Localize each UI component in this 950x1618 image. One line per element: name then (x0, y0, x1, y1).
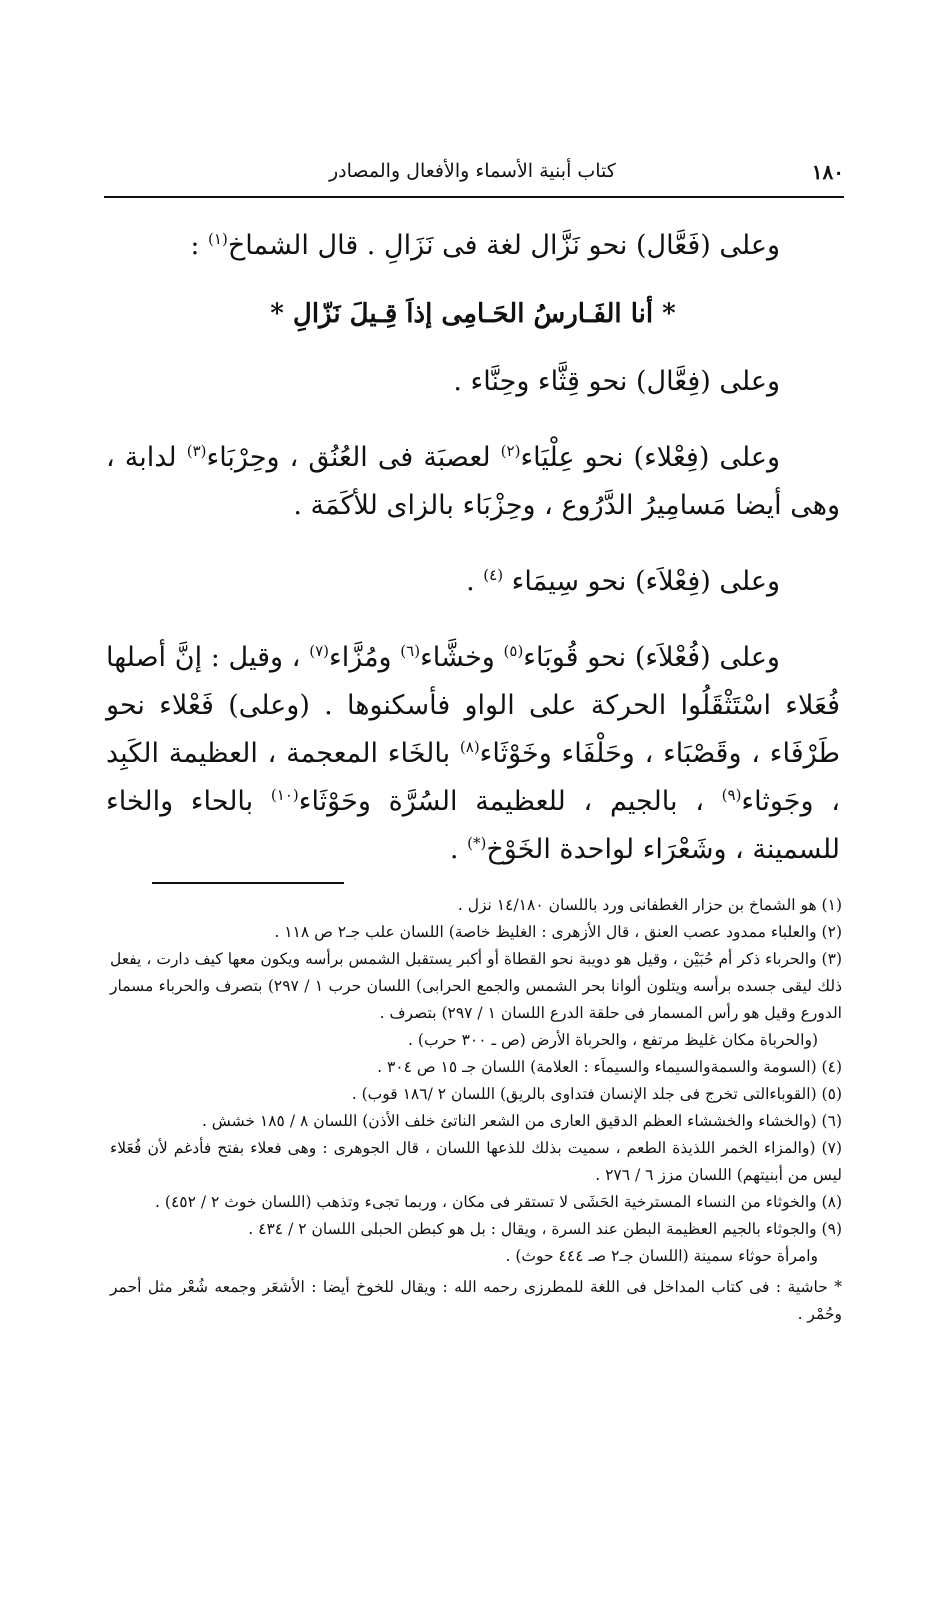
footnotes (110, 892, 842, 1328)
footnote-ref-5: (٥) (503, 642, 524, 660)
footnote-star-margin-note: * حاشية : فى كتاب المداخل فى اللغة للمطرزى رحمه الله : ويقال للخوخ أيضا : الأشعَر وجمعه شُعْر مثل أحمر وحُمْر . (110, 1278, 842, 1323)
poetry-verse: * أنا الفَـارسُ الحَـامِى إذاَ قِـيلَ نَزّالِ * (270, 299, 676, 329)
footnote-1: (١) هو الشماخ بن حزار الغطفانى ورد باللسان ١٤/١٨٠ نزل . (457, 896, 842, 914)
footnote-3: (٣) والحرباء ذكر أم حُبَيْن ، وقيل هو دويبة نحو القطاة أو أكبر يستقبل الشمس برأسه ويكون معها كيف دارت ، يفعل ذلك ليقى جسده برأسه ويتلون ألوانا بحر الشمس والجمع الحرابى) اللسان حرب ١ / ٢٩٧) بتصرف والحرباء مسمار الدورع وقيل هو رأس المسمار فى حلقة الدرع اللسان ١ / ٢٩٧) بتصرف . (110, 950, 842, 1022)
footnote-ref-3: (٣) (186, 442, 207, 460)
paragraph-fiaal: وعلى (فِعَّال) نحو قِثَّاء وحِنَّاء . (453, 366, 780, 397)
footnote-6: (٦) (والخشاء والخششاء العظم الدقيق العارى من الشعر الناتئ خلف الأذن) اللسان ٨ / ١٨٥ خشش . (201, 1112, 842, 1130)
footnote-ref-6: (٦) (400, 642, 421, 660)
page-header (104, 160, 844, 194)
footnote-ref-10: (١٠) (270, 786, 299, 804)
footnote-ref-1: (١) (208, 230, 228, 248)
running-title: كتاب أبنية الأسماء والأفعال والمصادر (329, 160, 616, 182)
page-number: ١٨٠ (811, 160, 844, 184)
footnote-5: (٥) (القوباءالتى تخرج فى جلد الإنسان فتداوى بالريق) اللسان ٢ /١٨٦ قوب) . (351, 1085, 842, 1103)
header-rule (104, 196, 844, 198)
footnote-ref-star: (*) (467, 834, 487, 852)
footnote-ref-8: (٨) (459, 738, 480, 756)
paragraph-faaal: وعلى (فَعَّال) نحو نَزَّال لغة فى نَزَالِ . قال الشماخ$^{(١)}$ : (190, 230, 780, 261)
footnote-4: (٤) (السومة والسمةوالسيماء والسيماَء : العلامة) اللسان جـ ١٥ ص ٣٠٤ . (377, 1058, 842, 1076)
paragraph-filaa: وعلى (فِعْلاء) نحو عِلْيَاء$^{(٢)}$ لعصبَة فى العُنُق ، وحِرْبَاء$^{(٣)}$ لدابة ، وهى أيضا مَسامِيرُ الدَّرُوع ، وحِزْبَاء بالزاى للأكَمَة . (106, 442, 840, 521)
footnote-ref-2: (٢) (500, 442, 521, 460)
paragraph-fulaa: وعلى (فُعْلاَء) نحو قُوبَاء$^{(٥)}$ وخشَّاء$^{(٦)}$ ومُزَّاء$^{(٧)}$ ، وقيل : إنَّ أصلها فُعَلاء اسْتَثْقَلُوا الحركة على الواو فأسكنوها . (وعلى) فَعْلاء نحو طَرْفَاء ، وقَصْبَاء ، وحَلْفَاء وخَوْثَاء$^{(٨)}$ بالخَاء المعجمة ، العظيمة الكَبِد ، وجَوثاء$^{(٩)}$ ، بالجيم ، للعظيمة السُرَّة وحَوْثَاء$^{(١٠)}$ بالحاء والخاء للسمينة ، وشَعْرَاء لواحدة الخَوْخ(*) . (106, 642, 840, 865)
footnote-7: (٧) (والمزاء الخمر اللذيذة الطعم ، سميت بذلك للذعها اللسان ، قال الجوهرى : وهى فعلاء بفتح فأدغم لأن فُعَلاء ليس من أبنيتهم) اللسان مزز ٦ / ٢٧٦ . (110, 1139, 842, 1184)
footnote-ref-7: (٧) (309, 642, 329, 660)
footnote-9: (٩) والجوثاء بالجيم العظيمة البطن عند السرة ، ويقال : بل هو كبطن الحبلى اللسان ٢ / ٤٣٤ . (248, 1220, 842, 1238)
footnote-8: (٨) والخوثاء من النساء المسترخية الحَشَى لا تستقر فى مكان ، وربما تجىء وتذهب (اللسان خوث ٢ / ٤٥٢) . (155, 1193, 842, 1211)
footnote-2: (٢) والعلباء ممدود عصب العنق ، قال الأزهرى : الغليظ خاصة) اللسان علب جـ٢ ص ١١٨ . (274, 923, 842, 941)
footnote-9-continued: وامرأة حوثاء سمينة (اللسان جـ٢ صـ ٤٤٤ حوث) . (505, 1247, 818, 1265)
footnote-ref-4: (٤) (483, 566, 504, 584)
paragraph-filaa-siimaa: وعلى (فِعْلاَء) نحو سِيمَاء $^{(٤)}$ . (466, 566, 780, 597)
footnote-ref-9: (٩) (721, 786, 742, 804)
main-text (106, 222, 840, 874)
footnote-3-continued: (والحرباة مكان غليظ مرتفع ، والحرباة الأرض (ص ـ ٣٠٠ حرب) . (408, 1031, 818, 1049)
footnote-separator (152, 882, 344, 884)
